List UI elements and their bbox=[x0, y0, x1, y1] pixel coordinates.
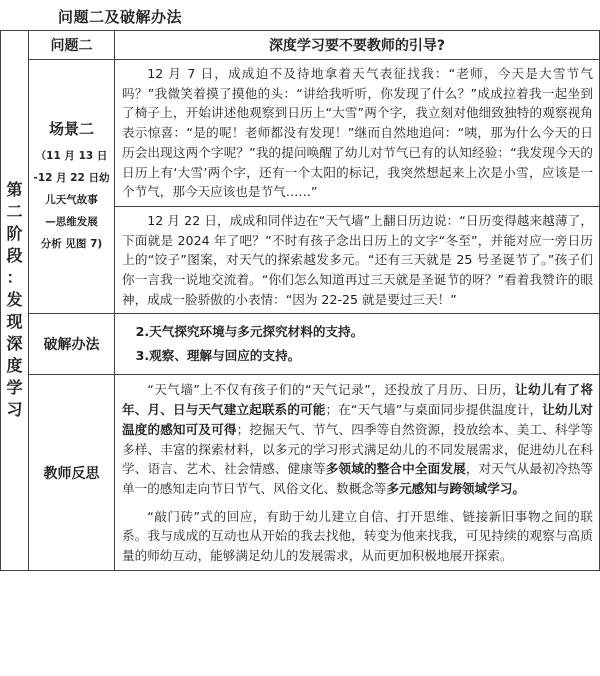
stage-char: ： bbox=[6, 268, 23, 288]
reflection-emphasis: 让幼儿对温度的感知可及可得 bbox=[122, 402, 594, 437]
reflection-text: ；挖掘天气、节气、四季等自然资源，投放绘本、美工、科学等多样、丰富的探索材料，以多元的学习形式满足幼儿的不同发展需求，促进幼儿在科学、语言、艺术、社会情感、健康等 bbox=[122, 421, 594, 477]
method-item: 3.观察、理解与回应的支持。 bbox=[135, 348, 301, 364]
scene-subtitle-line: -12 月 22 日幼 bbox=[33, 172, 110, 185]
reflection-text: ，对天气从最初冷热等单一的感知走向节日节气、风俗文化、数概念等 bbox=[122, 461, 594, 496]
reflection-paragraph-2: “敲门砖”式的回应，有助于幼儿建立自信、打开思维、链接新旧事物之间的联系。我与成成的互动也从开始的我去找他，转变为他来找我，可见持续的观察与高质量的师幼互动，能够满足幼儿的发展需求，从而更加积极地展开探索。 bbox=[122, 508, 593, 564]
stage-char: 习 bbox=[6, 400, 23, 420]
stage-char: 现 bbox=[6, 312, 23, 332]
scene-subtitle-line: 分析 见图 7) bbox=[40, 238, 103, 251]
stage-char: 度 bbox=[6, 356, 23, 376]
section-heading: 问题二及破解办法 bbox=[58, 8, 183, 26]
question-label-text: 问题二 bbox=[50, 38, 93, 54]
reflection-text: ；在“天气墙”与桌面同步提供温度计， bbox=[325, 402, 543, 418]
stage-char: 阶 bbox=[6, 224, 23, 244]
scene-title: 场景二 bbox=[48, 120, 94, 139]
scene-subtitle-line: （11 月 13 日 bbox=[35, 150, 108, 163]
question-label bbox=[29, 31, 115, 60]
strategy-table bbox=[0, 30, 600, 571]
stage-char: 二 bbox=[6, 202, 23, 222]
reflection-emphasis: 多领域的整合中全面发展 bbox=[325, 461, 466, 477]
stage-char: 深 bbox=[6, 334, 23, 354]
stage-cell bbox=[1, 31, 29, 571]
reflection-content bbox=[115, 375, 600, 570]
reflection-paragraph-1 bbox=[115, 375, 599, 502]
scene-subtitle-line: 儿天气故事 bbox=[45, 194, 98, 207]
stage-char: 学 bbox=[6, 378, 23, 398]
stage-char: 段 bbox=[6, 246, 23, 266]
methods-label: 破解办法 bbox=[43, 337, 100, 354]
stage-char: 第 bbox=[6, 180, 23, 200]
question-text: 深度学习要不要教师的引导? bbox=[115, 31, 600, 60]
methods-label-cell bbox=[29, 314, 115, 375]
reflection-emphasis: 让幼儿有了将年、月、日与天气建立起联系的可能 bbox=[122, 382, 593, 418]
scene-cell bbox=[29, 60, 115, 314]
reflection-label-cell bbox=[29, 375, 115, 570]
scene-paragraph-2: 12 月 22 日，成成和同伴边在“天气墙”上翻日历边说：“日历变得越来越薄了，下面就是 2024 年了吧？”不时有孩子念出日历上的文字“冬至”，并能对应一旁日历上的“饺子”图案，对天气的探索越发多元。“还有三天就是 25 号圣诞节了。”孩子们你一言我一说地交流着。“你们怎么知道再过三天就是圣诞节的呀？”看着我赞许的眼神，成成一脸骄傲的小表情：“因为 22-25 就是要过三天！” bbox=[115, 206, 600, 314]
stage-char: 发 bbox=[6, 290, 23, 310]
scene-subtitle-line: —思维发展 bbox=[45, 216, 98, 229]
reflection-text: “天气墙”上不仅有孩子们的“天气记录”，还投放了月历、日历， bbox=[147, 382, 516, 398]
reflection-label: 教师反思 bbox=[43, 465, 100, 482]
reflection-emphasis: 多元感知与跨领域学习。 bbox=[386, 480, 525, 496]
method-item: 2.天气探究环境与多元探究材料的支持。 bbox=[135, 324, 364, 340]
scene-paragraph-1: 12 月 7 日，成成迫不及待地拿着天气表征找我：“老师，今天是大雪节气吗？”我微笑着摸了摸他的头：“讲给我听听，你发现了什么？”成成拉着我一起坐到了椅子上，开始讲述他观察到日历上“大雪”两个字，我立刻对他细致独特的观察视角表示惊喜：“是的呢！老师都没有发现！”继而自然地追问：“咦，那为什么今天的日历会出现这两个字呢？”我的提问唤醒了幼儿对节气已有的认知经验：“我发现今天的日历上有‘大雪’两个字，还有一个太阳的标记，我突然想起来上次是小雪，应该是一个节气，那今天应该也是节气……” bbox=[115, 60, 600, 207]
methods-list bbox=[115, 314, 600, 375]
